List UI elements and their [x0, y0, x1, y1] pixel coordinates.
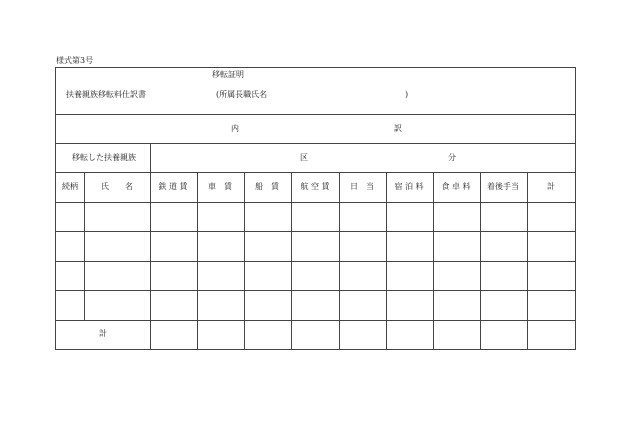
- col-header-name: 氏 名: [101, 182, 133, 191]
- statement-label: 扶養親族移転料仕訳書: [66, 90, 146, 99]
- relocated-family-label: 移転した扶養親族: [72, 153, 136, 162]
- col-header-lodging: 宿 泊 料: [394, 182, 424, 191]
- col-header-meal: 食 卓 料: [441, 182, 471, 191]
- rule-columns-bottom: [56, 202, 575, 203]
- rule-col-meal: [480, 172, 481, 349]
- col-header-rail-fare: 鉄 道 賃: [158, 182, 188, 191]
- rule-col-daily: [386, 172, 387, 349]
- rule-row-2-bottom: [56, 261, 575, 262]
- rule-col-rail: [197, 172, 198, 349]
- rule-col-lodging: [433, 172, 434, 349]
- rule-row-1-bottom: [56, 231, 575, 232]
- col-header-air-fare: 航 空 賃: [300, 182, 330, 191]
- total-row-label: 計: [99, 329, 107, 338]
- col-header-daily-allowance: 日 当: [350, 182, 374, 191]
- col-header-relation: 続柄: [62, 182, 78, 191]
- category-right: 分: [448, 153, 456, 162]
- rule-col-relation: [84, 172, 85, 320]
- rule-col-car: [244, 172, 245, 349]
- rule-row-4-bottom: [56, 320, 575, 321]
- category-left: 区: [300, 153, 308, 162]
- rule-col-ship: [291, 172, 292, 349]
- rule-header-bottom: [56, 114, 575, 115]
- rule-category-bottom: [56, 172, 575, 173]
- rule-col-air: [339, 172, 340, 349]
- col-header-arrival-allowance: 着後手当: [487, 182, 519, 191]
- relocation-statement-form: [55, 67, 576, 350]
- rule-col-arrival: [527, 172, 528, 349]
- rule-breakdown-bottom: [56, 143, 575, 144]
- breakdown-left: 内: [231, 124, 239, 133]
- col-header-ship-fare: 船 賃: [255, 182, 279, 191]
- form-number-label: 様式第3号: [56, 56, 94, 65]
- affiliation-label: (所属長職氏名: [216, 90, 268, 99]
- breakdown-right: 訳: [394, 124, 402, 133]
- col-header-car-fare: 車 賃: [208, 182, 232, 191]
- form-title: 移転証明: [212, 70, 244, 79]
- rule-col-fee-start: [150, 143, 151, 349]
- affiliation-close-paren: ): [405, 90, 409, 99]
- rule-row-3-bottom: [56, 290, 575, 291]
- col-header-total: 計: [547, 182, 555, 191]
